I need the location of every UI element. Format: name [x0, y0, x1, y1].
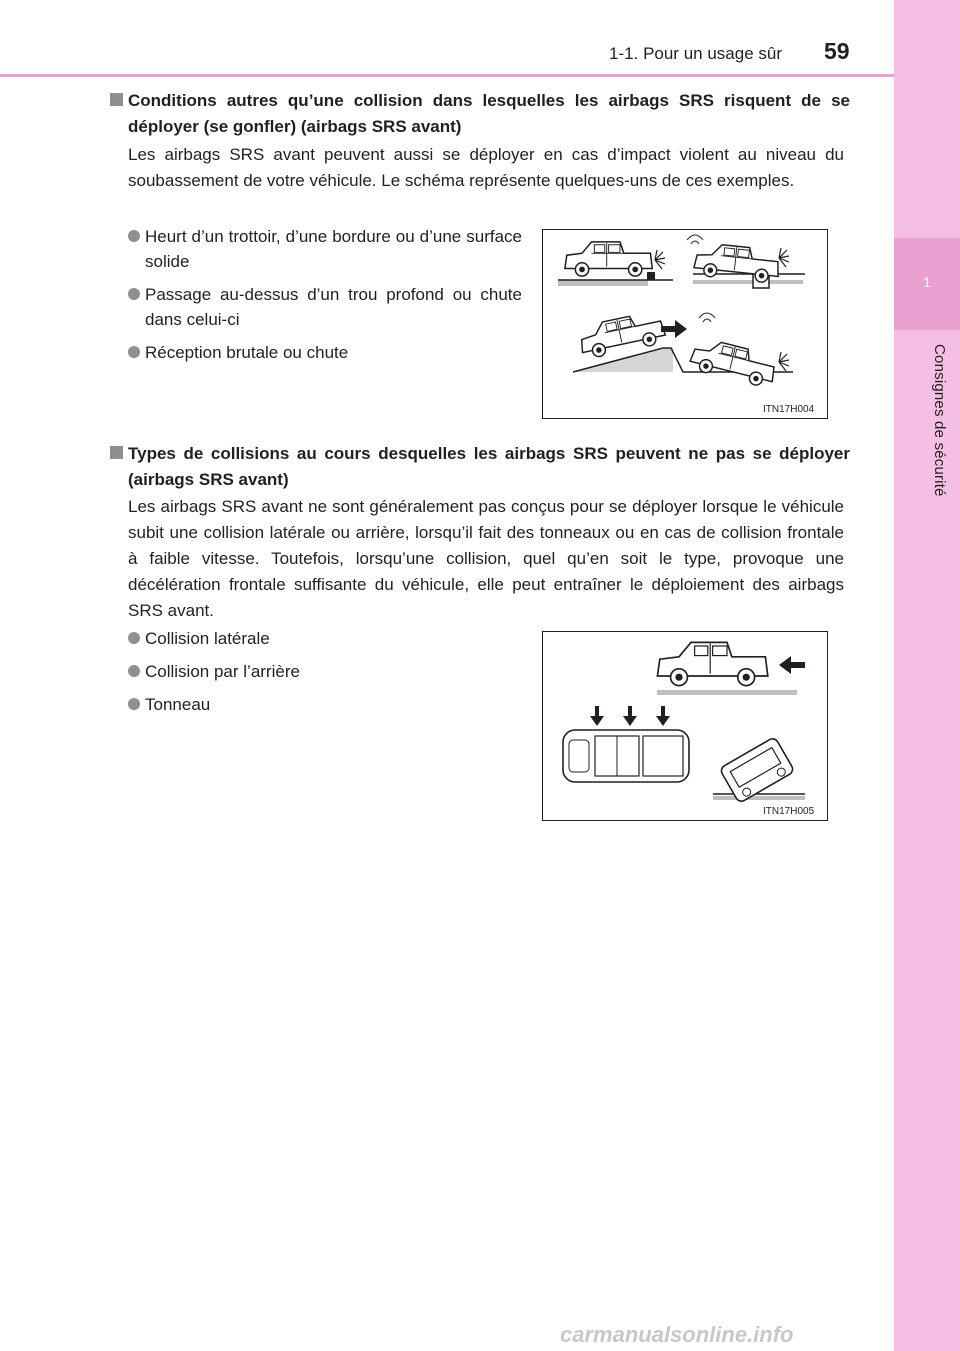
figure1-code: ITN17H004 — [763, 404, 815, 415]
chapter-side-tab — [894, 0, 960, 1351]
bullet-dot-icon — [128, 230, 140, 242]
header-divider — [0, 74, 894, 77]
section2-heading: Types de collisions au cours desquelles les airbags SRS peuvent ne pas se déployer (airbags SRS avant) — [110, 441, 850, 493]
section1-heading: Conditions autres qu’une collision dans lesquelles les airbags SRS risquent de se déployer (se gonfler) (airbags SRS avant) — [110, 88, 850, 140]
bullet-dot-icon — [128, 665, 140, 677]
heading-square-icon — [110, 93, 123, 106]
section1-bullet-3: Réception brutale ou chute — [128, 340, 522, 365]
section2-bullet-3: Tonneau — [128, 692, 508, 717]
figure-side-rear-rollover — [542, 631, 828, 821]
section1-bullet-2: Passage au-dessus d’un trou profond ou chute dans celui-ci — [128, 282, 522, 332]
bullet-dot-icon — [128, 632, 140, 644]
bullet-dot-icon — [128, 288, 140, 300]
watermark: carmanualsonline.info — [560, 1322, 794, 1347]
figure2-code: ITN17H005 — [763, 806, 815, 817]
section-title: 1-1. Pour un usage sûr — [609, 44, 782, 63]
section2-bullet-2: Collision par l’arrière — [128, 659, 508, 684]
section2-paragraph: Les airbags SRS avant ne sont généralement pas conçus pour se déployer lorsque le véhicule subit une collision latérale ou arrière, lorsqu’il fait des tonneaux ou en cas de collision frontale à faible vitesse. Toutefois, lorsqu’une collision, quel qu’en soit le type, provoque une décélération frontale suffisante du véhicule, elle peut entraîner le déploiement des airbags SRS avant. — [128, 497, 844, 620]
bullet-dot-icon — [128, 346, 140, 358]
figure-underbody-impacts — [542, 229, 828, 419]
bullet-dot-icon — [128, 698, 140, 710]
chapter-title: Consignes de sécurité — [931, 344, 948, 497]
section2-bullet-1: Collision latérale — [128, 626, 508, 651]
underbody-impact-illustration — [543, 230, 827, 418]
section1-bullet-1: Heurt d’un trottoir, d’une bordure ou d’une surface solide — [128, 224, 522, 274]
section1-paragraph: Les airbags SRS avant peuvent aussi se déployer en cas d’impact violent au niveau du soubassement de votre véhicule. Le schéma représente quelques-uns de ces exemples. — [128, 145, 844, 190]
collision-types-illustration — [543, 632, 827, 820]
heading-square-icon — [110, 446, 123, 459]
chapter-number: 1 — [923, 274, 931, 290]
page-number: 59 — [824, 38, 850, 64]
